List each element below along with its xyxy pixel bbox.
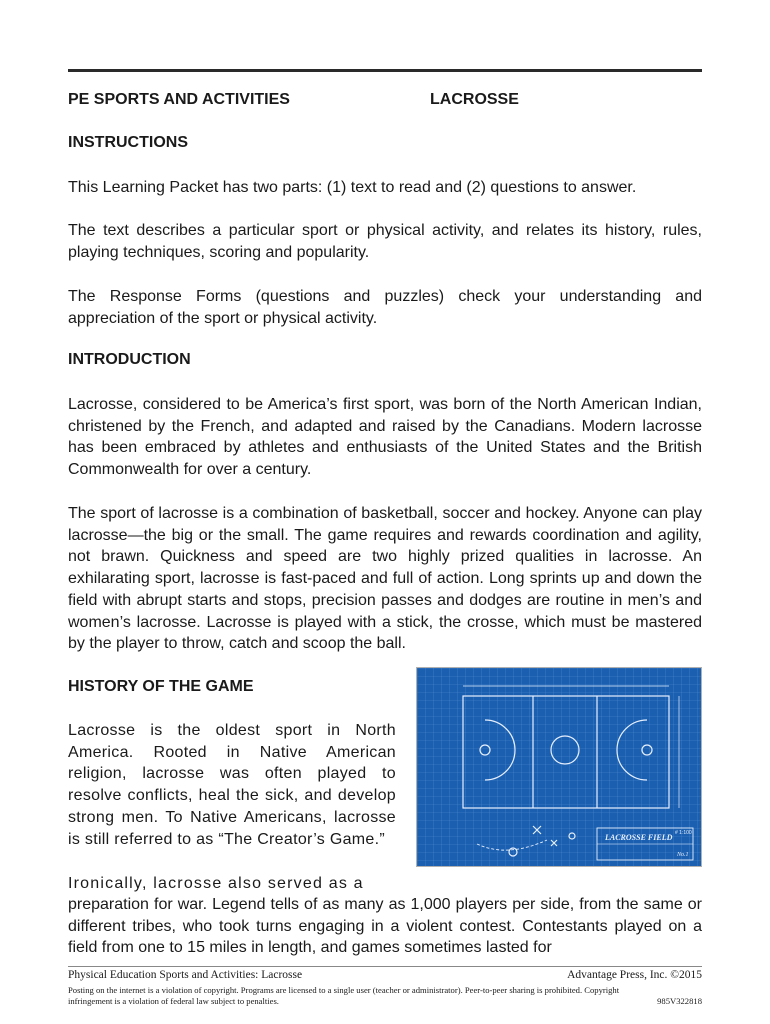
footer-copyright-notice: Posting on the internet is a violation of copyright. Programs are licensed to a single user (teacher or administrator). Peer-to-peer sharing is prohibited. Copyright infringement is a violation of federal law subject to penalties. (68, 985, 620, 1006)
blueprint-sheet-number: No.1 (677, 852, 689, 858)
top-rule (68, 69, 702, 72)
blueprint-title: LACROSSE FIELD (605, 833, 673, 842)
introduction-paragraph-2: The sport of lacrosse is a combination of basketball, soccer and hockey. Anyone can play lacrosse—the big or the small. The game requires and rewards coordination and agility, not brawn. Quickness and speed are two highly prized qualities in lacrosse. An exhilarating sport, lacrosse is fast-paced and full of action. Long sprints up and down the field with abrupt starts and stops, precision passes and dodges are routine in men’s and women’s lacrosse. Lacrosse is played with a stick, the crosse, which must be mastered by the player to throw, catch and scoop the ball. (68, 505, 702, 653)
history-heading: HISTORY OF THE GAME (68, 678, 254, 695)
lacrosse-field-blueprint-image (416, 667, 702, 867)
introduction-paragraph-1: Lacrosse, considered to be America’s first sport, was born of the North American Indian, christened by the French, and adapted and raised by the Canadians. Modern lacrosse has been embraced by athletes and enthusiasts of the United States and the British Commonwealth for over a century. (68, 396, 702, 479)
history-paragraph-1: Lacrosse is the oldest sport in North America. Rooted in Native American religion, lacrosse was often played to resolve conflicts, heal the sick, and develop strong men. To Native Americans, lacrosse is still referred to as “The Creator’s Game.” (68, 722, 396, 848)
instructions-heading: INSTRUCTIONS (68, 134, 188, 151)
introduction-heading: INTRODUCTION (68, 351, 191, 368)
footer-publisher: Advantage Press, Inc. ©2015 (567, 969, 702, 981)
blueprint-scale: # 1:100 (675, 830, 692, 836)
instructions-paragraph-2: The text describes a particular sport or physical activity, and relates its history, rules, playing techniques, scoring and popularity. (68, 222, 702, 261)
instructions-paragraph-3: The Response Forms (questions and puzzles) check your understanding and appreciation of the sport or physical activity. (68, 288, 702, 327)
header-series-title: PE SPORTS AND ACTIVITIES (68, 91, 290, 108)
footer-document-title: Physical Education Sports and Activities: Lacrosse (68, 969, 303, 981)
instructions-paragraph-1: This Learning Packet has two parts: (1) text to read and (2) questions to answer. (68, 179, 637, 196)
footer-rule (68, 966, 702, 967)
header-sport-title: LACROSSE (430, 91, 519, 108)
history-paragraph-2-continued: preparation for war. Legend tells of as many as 1,000 players per side, from the same or different tribes, who took turns engaging in a violent contest. Contestants played on a field from one to 15 miles in length, and games sometimes lasted for (68, 896, 702, 957)
history-paragraph-2-start: Ironically, lacrosse also served as a (68, 875, 364, 892)
footer-document-code: 985V322818 (657, 996, 702, 1006)
